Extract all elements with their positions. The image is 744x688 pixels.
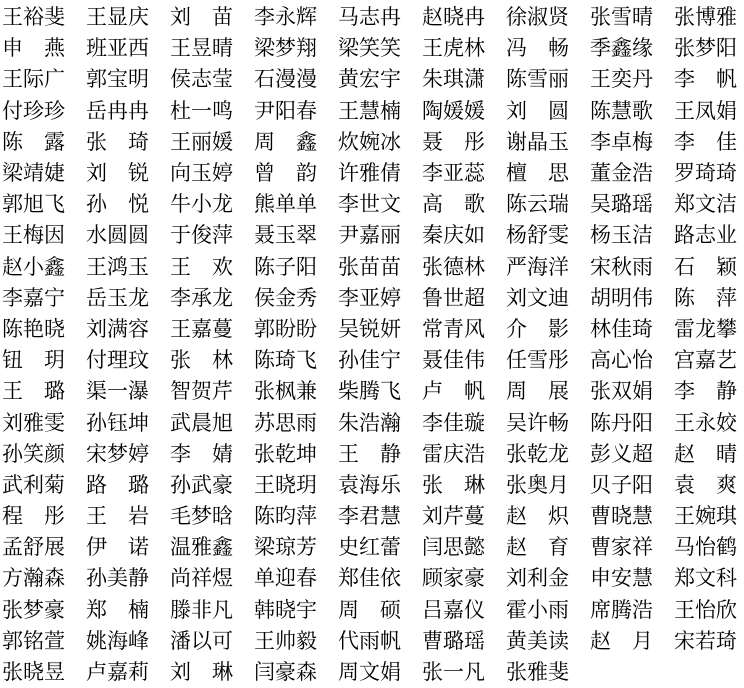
name-cell: 秦庆如: [422, 223, 485, 248]
name-cell: 孟舒展: [2, 535, 65, 560]
name-cell: 卢 帆: [422, 379, 485, 404]
name-cell: 张德林: [422, 254, 485, 279]
name-cell: 吴锐妍: [338, 316, 401, 341]
name-cell: 郭盼盼: [254, 316, 317, 341]
name-cell: 陈琦飞: [254, 348, 317, 373]
name-cell: 严海洋: [506, 254, 569, 279]
name-cell: 罗琦琦: [674, 161, 737, 186]
name-cell: 马怡鹤: [674, 535, 737, 560]
name-cell: 钮 玥: [2, 348, 65, 373]
name-cell: 苏思雨: [254, 410, 317, 435]
name-cell: 潘以可: [170, 628, 233, 653]
name-cell: 侯金秀: [254, 285, 317, 310]
name-cell: 王慧楠: [338, 98, 401, 123]
name-cell: 霍小雨: [506, 597, 569, 622]
name-cell: 梁琼芳: [254, 535, 317, 560]
name-cell: 付理玟: [86, 348, 149, 373]
name-cell: 雷龙攀: [674, 316, 737, 341]
name-cell: 梁靖婕: [2, 161, 65, 186]
name-cell: 顾家豪: [422, 566, 485, 591]
name-cell: 雷庆浩: [422, 441, 485, 466]
name-cell: 熊单单: [254, 192, 317, 217]
name-cell: 曹家祥: [590, 535, 653, 560]
name-cell: 张 琦: [86, 129, 149, 154]
name-cell: 闫豪森: [254, 660, 317, 685]
name-cell: 班亚西: [86, 36, 149, 61]
name-cell: 郑 楠: [86, 597, 149, 622]
name-cell: 王 欢: [170, 254, 233, 279]
name-cell: 武晨旭: [170, 410, 233, 435]
name-cell: 聂佳伟: [422, 348, 485, 373]
name-cell: 郭宝明: [86, 67, 149, 92]
name-cell: 史红蕾: [338, 535, 401, 560]
name-cell: 朱琪潇: [422, 67, 485, 92]
name-cell: 路志业: [674, 223, 737, 248]
name-cell: 席腾浩: [590, 597, 653, 622]
name-cell: 王 静: [338, 441, 401, 466]
name-cell: 孙钰坤: [86, 410, 149, 435]
name-cell: 张乾龙: [506, 441, 569, 466]
name-cell: 陈雪丽: [506, 67, 569, 92]
name-cell: 常青风: [422, 316, 485, 341]
name-cell: 李永辉: [254, 5, 317, 30]
name-cell: 路 璐: [86, 472, 149, 497]
name-cell: 介 影: [506, 316, 569, 341]
name-cell: 赵 炽: [506, 504, 569, 529]
name-cell: 聂玉翠: [254, 223, 317, 248]
name-cell: 孙武豪: [170, 472, 233, 497]
name-cell: 李世文: [338, 192, 401, 217]
name-cell: 李卓梅: [590, 129, 653, 154]
name-cell: 王凤娟: [674, 98, 737, 123]
name-cell: 陈子阳: [254, 254, 317, 279]
name-cell: 高 歌: [422, 192, 485, 217]
name-cell: 许雅倩: [338, 161, 401, 186]
name-cell: 梁梦翔: [254, 36, 317, 61]
name-cell: 胡明伟: [590, 285, 653, 310]
name-cell: 李嘉宁: [2, 285, 65, 310]
name-cell: 陈丹阳: [590, 410, 653, 435]
name-cell: 李君慧: [338, 504, 401, 529]
name-cell: 聂 彤: [422, 129, 485, 154]
name-cell: 郭旭飞: [2, 192, 65, 217]
name-cell: 曹璐瑶: [422, 628, 485, 653]
name-cell: 方瀚森: [2, 566, 65, 591]
name-cell: 侯志莹: [170, 67, 233, 92]
name-cell: 刘 苗: [170, 5, 233, 30]
name-cell: 赵晓冉: [422, 5, 485, 30]
name-cell: 赵 月: [590, 628, 653, 653]
name-cell: 张雪晴: [590, 5, 653, 30]
name-cell: 刘 圆: [506, 98, 569, 123]
name-cell: 尚祥煜: [170, 566, 233, 591]
name-cell: 孙佳宁: [338, 348, 401, 373]
name-cell: 张枫兼: [254, 379, 317, 404]
name-cell: 渠一瀑: [86, 379, 149, 404]
name-cell: 曾 韵: [254, 161, 317, 186]
name-cell: 张雅斐: [506, 660, 569, 685]
name-cell: 黄宏宇: [338, 67, 401, 92]
name-cell: 闫思懿: [422, 535, 485, 560]
name-cell: 季鑫缘: [590, 36, 653, 61]
name-cell: 武利菊: [2, 472, 65, 497]
name-cell: 王际广: [2, 67, 65, 92]
name-cell: 陈慧歌: [590, 98, 653, 123]
name-cell: 袁海乐: [338, 472, 401, 497]
name-cell: 王嘉蔓: [170, 316, 233, 341]
name-cell: 高心怡: [590, 348, 653, 373]
name-cell: 代雨帆: [338, 628, 401, 653]
name-cell: 毛梦晗: [170, 504, 233, 529]
name-cell: 张晓昱: [2, 660, 65, 685]
name-cell: 郑文洁: [674, 192, 737, 217]
name-cell: 李 婧: [170, 441, 233, 466]
name-cell: 申安慧: [590, 566, 653, 591]
name-cell: 林佳琦: [590, 316, 653, 341]
name-cell: 王 岩: [86, 504, 149, 529]
name-cell: 李佳璇: [422, 410, 485, 435]
name-cell: 张双娟: [590, 379, 653, 404]
name-cell: 张苗苗: [338, 254, 401, 279]
name-cell: 檀 思: [506, 161, 569, 186]
name-cell: 刘满容: [86, 316, 149, 341]
name-cell: 张梦豪: [2, 597, 65, 622]
name-cell: 石漫漫: [254, 67, 317, 92]
name-cell: 王虎林: [422, 36, 485, 61]
name-cell: 王梅因: [2, 223, 65, 248]
name-cell: 黄美读: [506, 628, 569, 653]
name-cell: 付珍珍: [2, 98, 65, 123]
name-cell: 吴许畅: [506, 410, 569, 435]
name-cell: 宋若琦: [674, 628, 737, 653]
name-cell: 陈 露: [2, 129, 65, 154]
name-cell: 孙美静: [86, 566, 149, 591]
name-cell: 杨舒雯: [506, 223, 569, 248]
name-cell: 周文娟: [338, 660, 401, 685]
name-cell: 刘利金: [506, 566, 569, 591]
name-cell: 陈艳晓: [2, 316, 65, 341]
name-cell: 宋秋雨: [590, 254, 653, 279]
name-cell: 赵小鑫: [2, 254, 65, 279]
name-cell: 马志冉: [338, 5, 401, 30]
name-cell: 王怡欣: [674, 597, 737, 622]
name-cell: 赵 育: [506, 535, 569, 560]
name-cell: 吕嘉仪: [422, 597, 485, 622]
name-cell: 董金浩: [590, 161, 653, 186]
name-cell: 于俊萍: [170, 223, 233, 248]
name-cell: 任雪彤: [506, 348, 569, 373]
name-cell: 郑文科: [674, 566, 737, 591]
name-cell: 韩晓宇: [254, 597, 317, 622]
name-cell: 陈云瑞: [506, 192, 569, 217]
name-cell: 石 颖: [674, 254, 737, 279]
name-cell: 宫嘉艺: [674, 348, 737, 373]
name-cell: 温雅鑫: [170, 535, 233, 560]
name-cell: 宋梦婷: [86, 441, 149, 466]
name-cell: 牛小龙: [170, 192, 233, 217]
name-cell: 张 林: [170, 348, 233, 373]
name-cell: 李 佳: [674, 129, 737, 154]
name-cell: 周 硕: [338, 597, 401, 622]
name-cell: 朱浩瀚: [338, 410, 401, 435]
name-cell: 单迎春: [254, 566, 317, 591]
name-cell: 王永姣: [674, 410, 737, 435]
name-cell: 吴璐瑶: [590, 192, 653, 217]
name-cell: 周 展: [506, 379, 569, 404]
name-cell: 李亚婷: [338, 285, 401, 310]
name-cell: 伊 诺: [86, 535, 149, 560]
name-cell: 李 帆: [674, 67, 737, 92]
name-cell: 徐淑贤: [506, 5, 569, 30]
name-cell: 梁笑笑: [338, 36, 401, 61]
name-cell: 陈 萍: [674, 285, 737, 310]
name-cell: 岳冉冉: [86, 98, 149, 123]
name-cell: 王显庆: [86, 5, 149, 30]
name-cell: 张 琳: [422, 472, 485, 497]
name-cell: 水圆圆: [86, 223, 149, 248]
name-cell: 王鸿玉: [86, 254, 149, 279]
name-cell: 刘 锐: [86, 161, 149, 186]
name-cell: 袁 爽: [674, 472, 737, 497]
name-cell: 王晓玥: [254, 472, 317, 497]
name-cell: 王丽媛: [170, 129, 233, 154]
name-cell: 刘芹蔓: [422, 504, 485, 529]
name-cell: 张梦阳: [674, 36, 737, 61]
name-cell: 曹晓慧: [590, 504, 653, 529]
name-cell: 张一凡: [422, 660, 485, 685]
name-cell: 岳玉龙: [86, 285, 149, 310]
name-cell: 刘雅雯: [2, 410, 65, 435]
name-cell: 尹阳春: [254, 98, 317, 123]
name-cell: 郭铭萱: [2, 628, 65, 653]
name-cell: 王昱晴: [170, 36, 233, 61]
name-cell: 陈昀萍: [254, 504, 317, 529]
name-cell: 智贺芹: [170, 379, 233, 404]
name-cell: 彭义超: [590, 441, 653, 466]
name-cell: 鲁世超: [422, 285, 485, 310]
name-cell: 陶媛媛: [422, 98, 485, 123]
name-cell: 张乾坤: [254, 441, 317, 466]
name-cell: 卢嘉莉: [86, 660, 149, 685]
name-cell: 王奕丹: [590, 67, 653, 92]
name-cell: 李承龙: [170, 285, 233, 310]
name-cell: 孙笑颜: [2, 441, 65, 466]
name-cell: 周 鑫: [254, 129, 317, 154]
name-cell: 赵 晴: [674, 441, 737, 466]
name-cell: 申 燕: [2, 36, 65, 61]
name-cell: 柴腾飞: [338, 379, 401, 404]
name-cell: 刘文迪: [506, 285, 569, 310]
name-cell: 冯 畅: [506, 36, 569, 61]
name-cell: 王帅毅: [254, 628, 317, 653]
name-cell: 张博雅: [674, 5, 737, 30]
name-cell: 尹嘉丽: [338, 223, 401, 248]
name-cell: 王婉琪: [674, 504, 737, 529]
name-cell: 滕非凡: [170, 597, 233, 622]
name-cell: 王裕斐: [2, 5, 65, 30]
name-cell: 姚海峰: [86, 628, 149, 653]
name-cell: 程 彤: [2, 504, 65, 529]
name-cell: 李 静: [674, 379, 737, 404]
name-cell: 孙 悦: [86, 192, 149, 217]
name-cell: 郑佳依: [338, 566, 401, 591]
name-cell: 贝子阳: [590, 472, 653, 497]
name-cell: 李亚蕊: [422, 161, 485, 186]
name-cell: 炊婉冰: [338, 129, 401, 154]
name-cell: 王 璐: [2, 379, 65, 404]
name-cell: 向玉婷: [170, 161, 233, 186]
name-cell: 杜一鸣: [170, 98, 233, 123]
name-cell: 张奥月: [506, 472, 569, 497]
name-cell: 刘 琳: [170, 660, 233, 685]
name-cell: 杨玉洁: [590, 223, 653, 248]
name-cell: 谢晶玉: [506, 129, 569, 154]
